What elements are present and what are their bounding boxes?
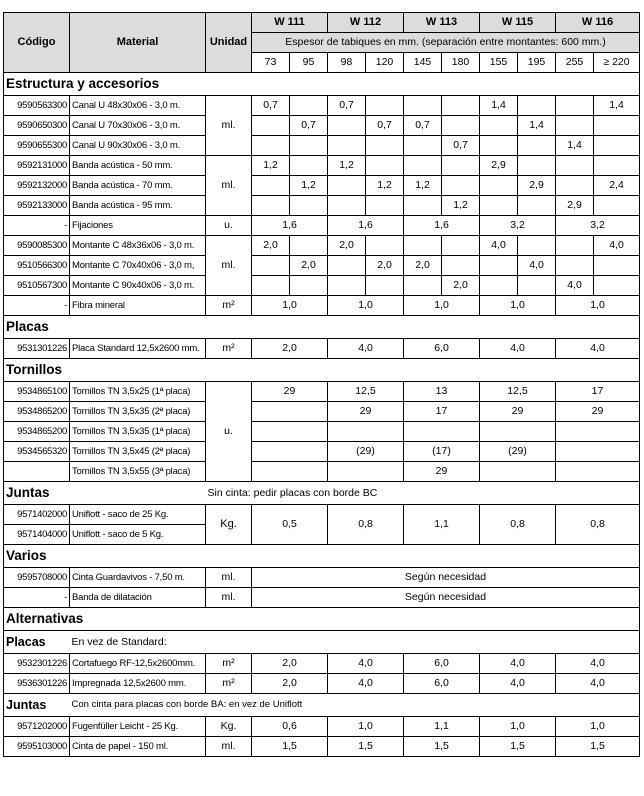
value-cell: [556, 462, 640, 482]
value-cell: 0,7: [442, 136, 480, 156]
table-row: [4, 156, 640, 176]
material-cell: Banda acústica - 70 mm.: [70, 176, 206, 196]
value-cell: 4,0: [480, 236, 518, 256]
value-cell: [252, 402, 328, 422]
table-row: [4, 96, 640, 116]
thickness-cell: 98: [328, 53, 366, 73]
value-cell: [556, 442, 640, 462]
value-cell: 1,5: [328, 737, 404, 757]
value-cell: 1,0: [480, 296, 556, 316]
code-cell: 9536301226: [4, 674, 70, 694]
material-cell: Fugenfüller Leicht - 25 Kg.: [70, 717, 206, 737]
code-cell: 9532301226: [4, 654, 70, 674]
value-cell: 4,0: [480, 674, 556, 694]
value-cell: 2,0: [252, 339, 328, 359]
value-cell: [480, 116, 518, 136]
value-cell: [404, 236, 442, 256]
espesor-caption: Espesor de tabiques en mm. (separación entre montantes: 600 mm.): [252, 33, 640, 53]
value-cell: 4,0: [480, 654, 556, 674]
value-cell: [328, 462, 404, 482]
value-cell: 13: [404, 382, 480, 402]
value-cell: [252, 462, 328, 482]
thickness-cell: 195: [518, 53, 556, 73]
value-cell: 3,2: [480, 216, 556, 236]
table-row: [4, 196, 640, 216]
code-cell: -: [4, 216, 70, 236]
unit-cell: Kg.: [206, 717, 252, 737]
code-cell: 9571404000: [4, 525, 70, 545]
section-alternativas: [4, 608, 640, 631]
table-row: [4, 176, 640, 196]
value-cell: [518, 136, 556, 156]
value-cell: 0,8: [328, 505, 404, 545]
value-cell: 2,0: [252, 654, 328, 674]
value-cell: [480, 136, 518, 156]
value-cell: [404, 422, 480, 442]
value-cell: 2,9: [556, 196, 594, 216]
value-cell: 1,4: [556, 136, 594, 156]
value-cell: [518, 276, 556, 296]
code-cell: 9571202000: [4, 717, 70, 737]
value-cell: (17): [404, 442, 480, 462]
code-cell: 9592132000: [4, 176, 70, 196]
value-cell: 2,0: [290, 256, 328, 276]
code-cell: 9595103000: [4, 737, 70, 757]
value-cell: 17: [404, 402, 480, 422]
code-cell: 9510566300: [4, 256, 70, 276]
value-cell: 1,0: [404, 296, 480, 316]
section-title: Juntas: [4, 482, 206, 505]
value-cell: [556, 422, 640, 442]
material-cell: Uniflott - saco de 5 Kg.: [70, 525, 206, 545]
value-cell: [290, 236, 328, 256]
value-cell: [404, 156, 442, 176]
value-cell: 2,9: [480, 156, 518, 176]
value-cell: [404, 96, 442, 116]
material-cell: Impregnada 12,5x2600 mm.: [70, 674, 206, 694]
value-cell: [556, 96, 594, 116]
value-cell: 4,0: [518, 256, 556, 276]
value-cell: [252, 256, 290, 276]
code-cell: -: [4, 296, 70, 316]
code-cell: 9571402000: [4, 505, 70, 525]
value-cell: 2,0: [366, 256, 404, 276]
table-row: [4, 339, 640, 359]
value-cell: 1,6: [328, 216, 404, 236]
table-row: [4, 402, 640, 422]
table-row: [4, 737, 640, 757]
value-cell: 1,0: [252, 296, 328, 316]
value-cell: [290, 276, 328, 296]
value-cell: 29: [328, 402, 404, 422]
value-cell: [328, 276, 366, 296]
material-cell: Banda acústica - 95 mm.: [70, 196, 206, 216]
value-cell: [252, 276, 290, 296]
value-cell: [366, 156, 404, 176]
value-cell: 1,1: [404, 505, 480, 545]
material-cell: Montante C 48x36x06 - 3,0 m.: [70, 236, 206, 256]
value-cell: [594, 256, 640, 276]
material-cell: Fijaciones: [70, 216, 206, 236]
value-cell: (29): [480, 442, 556, 462]
value-cell: [252, 136, 290, 156]
table-row: [4, 296, 640, 316]
header-system: W 115: [480, 13, 556, 33]
unit-cell: ml.: [206, 588, 252, 608]
value-cell: 29: [480, 402, 556, 422]
value-cell: 1,2: [366, 176, 404, 196]
value-cell: 0,6: [252, 717, 328, 737]
value-cell: [290, 196, 328, 216]
table-row: [4, 382, 640, 402]
table-row: [4, 216, 640, 236]
unit-cell: Kg.: [206, 505, 252, 545]
value-cell: 12,5: [328, 382, 404, 402]
value-cell: 1,4: [518, 116, 556, 136]
value-cell: 29: [556, 402, 640, 422]
subsection-title: Placas: [4, 631, 70, 654]
value-cell: [366, 136, 404, 156]
value-cell: [518, 196, 556, 216]
value-cell: 2,0: [404, 256, 442, 276]
material-cell: Placa Standard 12,5x2600 mm.: [70, 339, 206, 359]
value-cell: [252, 422, 328, 442]
value-cell: 3,2: [556, 216, 640, 236]
thickness-cell: 120: [366, 53, 404, 73]
code-cell: 9590563300: [4, 96, 70, 116]
value-cell: 0,8: [556, 505, 640, 545]
material-cell: Cinta Guardavivos - 7,50 m.: [70, 568, 206, 588]
code-cell: 9595708000: [4, 568, 70, 588]
header-material: Material: [70, 13, 206, 73]
value-cell: (29): [328, 442, 404, 462]
value-cell: [404, 196, 442, 216]
value-cell: 29: [404, 462, 480, 482]
table-row: [4, 256, 640, 276]
value-cell: [328, 136, 366, 156]
code-cell: 9534865200: [4, 402, 70, 422]
section-title: Estructura y accesorios: [4, 73, 640, 96]
header-system: W 111: [252, 13, 328, 33]
value-cell: [442, 176, 480, 196]
material-cell: Uniflott - saco de 25 Kg.: [70, 505, 206, 525]
value-cell: 4,0: [556, 276, 594, 296]
unit-cell: m²: [206, 654, 252, 674]
unit-cell: u.: [206, 216, 252, 236]
table-row: [4, 116, 640, 136]
header-codigo: Código: [4, 13, 70, 73]
material-cell: Banda acústica - 50 mm.: [70, 156, 206, 176]
code-cell: -: [4, 588, 70, 608]
value-cell: [328, 176, 366, 196]
value-cell: [442, 236, 480, 256]
value-cell: 0,7: [404, 116, 442, 136]
value-cell: [556, 176, 594, 196]
code-cell: 9531301226: [4, 339, 70, 359]
section-note: Sin cinta: pedir placas con borde BC: [206, 482, 640, 505]
value-cell: 4,0: [328, 674, 404, 694]
thickness-cell: 145: [404, 53, 442, 73]
value-cell: [252, 196, 290, 216]
thickness-cell: ≥ 220: [594, 53, 640, 73]
table-row: [4, 674, 640, 694]
table-row: [4, 236, 640, 256]
value-cell: [366, 196, 404, 216]
materials-table: [3, 12, 640, 757]
section-title: Tornillos: [4, 359, 640, 382]
value-cell: 4,0: [556, 674, 640, 694]
code-cell: 9590085300: [4, 236, 70, 256]
value-cell: 2,0: [252, 236, 290, 256]
value-cell: [594, 136, 640, 156]
unit-cell: m²: [206, 674, 252, 694]
value-cell: 4,0: [328, 654, 404, 674]
value-cell: 12,5: [480, 382, 556, 402]
value-cell: 0,7: [328, 96, 366, 116]
value-cell: [518, 96, 556, 116]
value-cell: 6,0: [404, 339, 480, 359]
material-cell: Montante C 90x40x06 - 3,0 m.: [70, 276, 206, 296]
code-cell: [4, 462, 70, 482]
code-cell: 9590650300: [4, 116, 70, 136]
material-cell: Tornillos TN 3,5x55 (3ª placa): [70, 462, 206, 482]
code-cell: 9510567300: [4, 276, 70, 296]
value-cell: [290, 96, 328, 116]
value-cell: [328, 422, 404, 442]
value-cell: 4,0: [556, 339, 640, 359]
material-cell: Canal U 48x30x06 - 3,0 m.: [70, 96, 206, 116]
value-cell: [480, 422, 556, 442]
table-row: [4, 717, 640, 737]
value-cell: [252, 176, 290, 196]
table-row: [4, 136, 640, 156]
value-cell: 2,0: [328, 236, 366, 256]
value-cell: [556, 236, 594, 256]
value-cell: [328, 196, 366, 216]
value-cell: [328, 256, 366, 276]
material-cell: Cinta de papel - 150 ml.: [70, 737, 206, 757]
thickness-cell: 95: [290, 53, 328, 73]
value-cell: [594, 116, 640, 136]
value-cell: [366, 96, 404, 116]
section-varios: [4, 545, 640, 568]
value-cell: [594, 276, 640, 296]
material-cell: Banda de dilatación: [70, 588, 206, 608]
value-cell: 0,5: [252, 505, 328, 545]
value-cell: 2,4: [594, 176, 640, 196]
unit-cell: ml.: [206, 568, 252, 588]
table-row: [4, 462, 640, 482]
table-row: [4, 422, 640, 442]
value-cell: [594, 156, 640, 176]
value-cell: [480, 462, 556, 482]
header-row-systems: [4, 13, 640, 33]
material-cell: Fibra mineral: [70, 296, 206, 316]
value-cell: 1,0: [328, 717, 404, 737]
subsection-note: Con cinta para placas con borde BA: en vez de Uniflott: [70, 694, 640, 717]
value-cell: [556, 156, 594, 176]
material-cell: Canal U 70x30x06 - 3,0 m.: [70, 116, 206, 136]
thickness-cell: 73: [252, 53, 290, 73]
section-tornillos: [4, 359, 640, 382]
value-cell: [290, 136, 328, 156]
value-cell: [328, 116, 366, 136]
code-cell: 9592133000: [4, 196, 70, 216]
value-cell: 0,7: [252, 96, 290, 116]
value-cell: 1,6: [252, 216, 328, 236]
section-juntas: [4, 482, 640, 505]
value-cell: [404, 276, 442, 296]
value-cell: Según necesidad: [252, 588, 640, 608]
subsection-placas-alt: [4, 631, 640, 654]
table-row: [4, 505, 640, 525]
value-cell: [518, 236, 556, 256]
material-cell: Tornillos TN 3,5x45 (2ª placa): [70, 442, 206, 462]
table-row: [4, 654, 640, 674]
unit-cell: ml.: [206, 737, 252, 757]
value-cell: 0,8: [480, 505, 556, 545]
value-cell: 1,6: [404, 216, 480, 236]
value-cell: 1,1: [404, 717, 480, 737]
value-cell: [556, 256, 594, 276]
value-cell: 1,0: [556, 717, 640, 737]
value-cell: 1,2: [252, 156, 290, 176]
unit-cell: ml.: [206, 236, 252, 296]
value-cell: [366, 236, 404, 256]
value-cell: [442, 156, 480, 176]
table-row: [4, 442, 640, 462]
material-cell: Montante C 70x40x06 - 3,0 m,: [70, 256, 206, 276]
value-cell: 1,2: [328, 156, 366, 176]
material-cell: Tornillos TN 3,5x35 (1ª placa): [70, 422, 206, 442]
material-cell: Cortafuego RF-12,5x2600mm.: [70, 654, 206, 674]
unit-cell: m²: [206, 296, 252, 316]
value-cell: 4,0: [480, 339, 556, 359]
unit-cell: u.: [206, 382, 252, 482]
unit-cell: m²: [206, 339, 252, 359]
value-cell: 0,7: [366, 116, 404, 136]
value-cell: [442, 96, 480, 116]
section-title: Placas: [4, 316, 640, 339]
value-cell: [480, 276, 518, 296]
value-cell: [518, 156, 556, 176]
value-cell: [252, 116, 290, 136]
value-cell: 1,2: [404, 176, 442, 196]
header-unidad: Unidad: [206, 13, 252, 73]
code-cell: 9590655300: [4, 136, 70, 156]
value-cell: [442, 116, 480, 136]
table-row: [4, 588, 640, 608]
value-cell: 1,2: [290, 176, 328, 196]
header-system: W 116: [556, 13, 640, 33]
value-cell: [480, 256, 518, 276]
value-cell: 1,5: [252, 737, 328, 757]
code-cell: 9592131000: [4, 156, 70, 176]
thickness-cell: 180: [442, 53, 480, 73]
value-cell: 4,0: [556, 654, 640, 674]
value-cell: 1,2: [442, 196, 480, 216]
value-cell: [290, 156, 328, 176]
unit-cell: ml.: [206, 156, 252, 216]
value-cell: 0,7: [290, 116, 328, 136]
value-cell: 6,0: [404, 654, 480, 674]
unit-cell: ml.: [206, 96, 252, 156]
value-cell: [252, 442, 328, 462]
material-cell: Canal U 90x30x06 - 3,0 m.: [70, 136, 206, 156]
material-cell: Tornillos TN 3,5x25 (1ª placa): [70, 382, 206, 402]
value-cell: 2,9: [518, 176, 556, 196]
material-cell: Tornillos TN 3,5x35 (2ª placa): [70, 402, 206, 422]
code-cell: 9534865100: [4, 382, 70, 402]
thickness-cell: 155: [480, 53, 518, 73]
header-system: W 113: [404, 13, 480, 33]
value-cell: 1,5: [404, 737, 480, 757]
value-cell: 1,4: [480, 96, 518, 116]
value-cell: 1,0: [480, 717, 556, 737]
value-cell: 4,0: [594, 236, 640, 256]
code-cell: 9534865200: [4, 422, 70, 442]
value-cell: 1,5: [480, 737, 556, 757]
value-cell: 1,5: [556, 737, 640, 757]
section-title: Varios: [4, 545, 640, 568]
value-cell: [594, 196, 640, 216]
value-cell: [480, 176, 518, 196]
value-cell: 2,0: [442, 276, 480, 296]
section-estructura: [4, 73, 640, 96]
value-cell: 1,0: [556, 296, 640, 316]
value-cell: 4,0: [328, 339, 404, 359]
value-cell: 1,4: [594, 96, 640, 116]
section-title: Alternativas: [4, 608, 640, 631]
header-system: W 112: [328, 13, 404, 33]
value-cell: Según necesidad: [252, 568, 640, 588]
value-cell: 1,0: [328, 296, 404, 316]
code-cell: 9534565320: [4, 442, 70, 462]
value-cell: [480, 196, 518, 216]
value-cell: [366, 276, 404, 296]
value-cell: 17: [556, 382, 640, 402]
value-cell: 29: [252, 382, 328, 402]
value-cell: 2,0: [252, 674, 328, 694]
table-row: [4, 568, 640, 588]
value-cell: [442, 256, 480, 276]
value-cell: [404, 136, 442, 156]
value-cell: [556, 116, 594, 136]
subsection-title: Juntas: [4, 694, 70, 717]
section-placas: [4, 316, 640, 339]
subsection-note: En vez de Standard:: [70, 631, 640, 654]
subsection-juntas-alt: [4, 694, 640, 717]
table-row: [4, 276, 640, 296]
thickness-cell: 255: [556, 53, 594, 73]
value-cell: 6,0: [404, 674, 480, 694]
